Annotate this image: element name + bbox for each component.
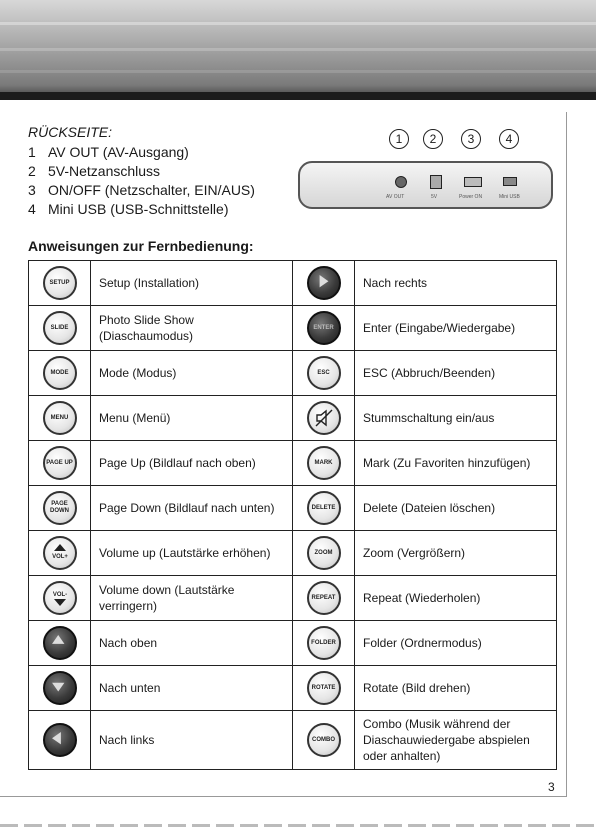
delete-button-icon: DELETE: [307, 491, 341, 525]
callout-2: 2: [423, 129, 443, 149]
rear-item: 1 AV OUT (AV-Ausgang): [28, 144, 189, 160]
port-label: AV OUT: [386, 194, 405, 200]
slide-button-icon: SLIDE: [43, 311, 77, 345]
remote-table-row: [29, 576, 557, 621]
down-arrow-button-icon: [43, 671, 77, 705]
power-switch: [464, 177, 482, 187]
left-icon-cell: [29, 396, 91, 441]
left-icon-cell: [29, 711, 91, 770]
device-callouts: [385, 129, 525, 149]
left-description: Mode (Modus): [91, 351, 293, 396]
right-arrow-button-icon: [307, 266, 341, 300]
header-streak: [0, 48, 596, 51]
right-icon-cell: [293, 486, 355, 531]
right-description: ESC (Abbruch/Beenden): [355, 351, 557, 396]
left-icon-cell: [29, 666, 91, 711]
remote-table-row: [29, 306, 557, 351]
setup-button-icon: SETUP: [43, 266, 77, 300]
header-banner: [0, 0, 596, 100]
combo-button-icon: COMBO: [307, 723, 341, 757]
right-icon-cell: [293, 396, 355, 441]
right-description: Enter (Eingabe/Wiedergabe): [355, 306, 557, 351]
page-down-button-icon: PAGE DOWN: [43, 491, 77, 525]
device-rear-illustration: [298, 161, 553, 209]
page-up-button-icon: PAGE UP: [43, 446, 77, 480]
right-description: Repeat (Wiederholen): [355, 576, 557, 621]
remote-table-row: [29, 711, 557, 770]
menu-button-icon: MENU: [43, 401, 77, 435]
frame-bottom-line: [0, 796, 567, 797]
right-icon-cell: [293, 441, 355, 486]
remote-table-row: [29, 351, 557, 396]
repeat-button-icon: REPEAT: [307, 581, 341, 615]
rear-item: 4 Mini USB (USB-Schnittstelle): [28, 201, 229, 217]
esc-button-icon: ESC: [307, 356, 341, 390]
right-description: Nach rechts: [355, 261, 557, 306]
right-icon-cell: [293, 261, 355, 306]
header-streak: [0, 22, 596, 25]
port-label: Mini USB: [499, 194, 520, 200]
remote-table-row: [29, 261, 557, 306]
remote-table-row: [29, 396, 557, 441]
left-icon-cell: [29, 486, 91, 531]
svg-text:VOL+: VOL+: [51, 554, 68, 560]
left-description: Nach oben: [91, 621, 293, 666]
right-icon-cell: [293, 306, 355, 351]
right-icon-cell: [293, 711, 355, 770]
right-description: Zoom (Vergrößern): [355, 531, 557, 576]
right-description: Rotate (Bild drehen): [355, 666, 557, 711]
svg-text:VOL-: VOL-: [52, 592, 67, 598]
callout-4: 4: [499, 129, 519, 149]
remote-table-row: [29, 531, 557, 576]
remote-button-table: [28, 260, 557, 770]
right-icon-cell: [293, 351, 355, 396]
left-icon-cell: [29, 576, 91, 621]
left-description: Setup (Installation): [91, 261, 293, 306]
up-arrow-button-icon: [43, 626, 77, 660]
enter-button-icon: ENTER: [307, 311, 341, 345]
rear-port-list: [28, 143, 255, 219]
right-description: Mark (Zu Favoriten hinzufügen): [355, 441, 557, 486]
left-icon-cell: [29, 441, 91, 486]
page-number: 3: [548, 780, 555, 794]
rotate-button-icon: ROTATE: [307, 671, 341, 705]
mute-button-icon: [307, 401, 341, 435]
callout-1: 1: [389, 129, 409, 149]
remote-heading: Anweisungen zur Fernbedienung:: [28, 238, 254, 254]
right-icon-cell: [293, 621, 355, 666]
volume-down-button-icon: [43, 581, 77, 615]
left-icon-cell: [29, 306, 91, 351]
remote-table-row: [29, 486, 557, 531]
right-icon-cell: [293, 666, 355, 711]
left-icon-cell: [29, 351, 91, 396]
dc-port: [430, 175, 442, 189]
rear-title: RÜCKSEITE:: [28, 124, 113, 140]
right-icon-cell: [293, 576, 355, 621]
remote-table-row: [29, 621, 557, 666]
rear-item: 3 ON/OFF (Netzschalter, EIN/AUS): [28, 182, 255, 198]
port-label: 5V: [431, 194, 438, 200]
right-description: Stummschaltung ein/aus: [355, 396, 557, 441]
port-label: Power ON: [459, 194, 483, 200]
mini-usb-port: [503, 177, 517, 186]
left-description: Volume down (Lautstärke verringern): [91, 576, 293, 621]
volume-up-button-icon: [43, 536, 77, 570]
remote-table-row: [29, 441, 557, 486]
left-icon-cell: [29, 621, 91, 666]
left-icon-cell: [29, 531, 91, 576]
right-description: Delete (Dateien löschen): [355, 486, 557, 531]
left-description: Nach links: [91, 711, 293, 770]
mark-button-icon: MARK: [307, 446, 341, 480]
remote-table-row: [29, 666, 557, 711]
left-arrow-button-icon: [43, 723, 77, 757]
right-icon-cell: [293, 531, 355, 576]
frame-right-line: [566, 112, 567, 796]
left-description: Page Up (Bildlauf nach oben): [91, 441, 293, 486]
left-description: Volume up (Lautstärke erhöhen): [91, 531, 293, 576]
rear-item: 2 5V-Netzanschluss: [28, 163, 161, 179]
right-description: Combo (Musik während der Diaschauwiedergabe abspielen oder anhalten): [355, 711, 557, 770]
left-description: Page Down (Bildlauf nach unten): [91, 486, 293, 531]
av-out-port: [395, 176, 407, 188]
callout-3: 3: [461, 129, 481, 149]
right-description: Folder (Ordnermodus): [355, 621, 557, 666]
left-description: Menu (Menü): [91, 396, 293, 441]
folder-button-icon: FOLDER: [307, 626, 341, 660]
mode-button-icon: MODE: [43, 356, 77, 390]
zoom-button-icon: ZOOM: [307, 536, 341, 570]
left-description: Nach unten: [91, 666, 293, 711]
header-streak: [0, 70, 596, 73]
left-description: Photo Slide Show (Diaschaumodus): [91, 306, 293, 351]
bottom-dashed-line: [0, 824, 596, 827]
left-icon-cell: [29, 261, 91, 306]
